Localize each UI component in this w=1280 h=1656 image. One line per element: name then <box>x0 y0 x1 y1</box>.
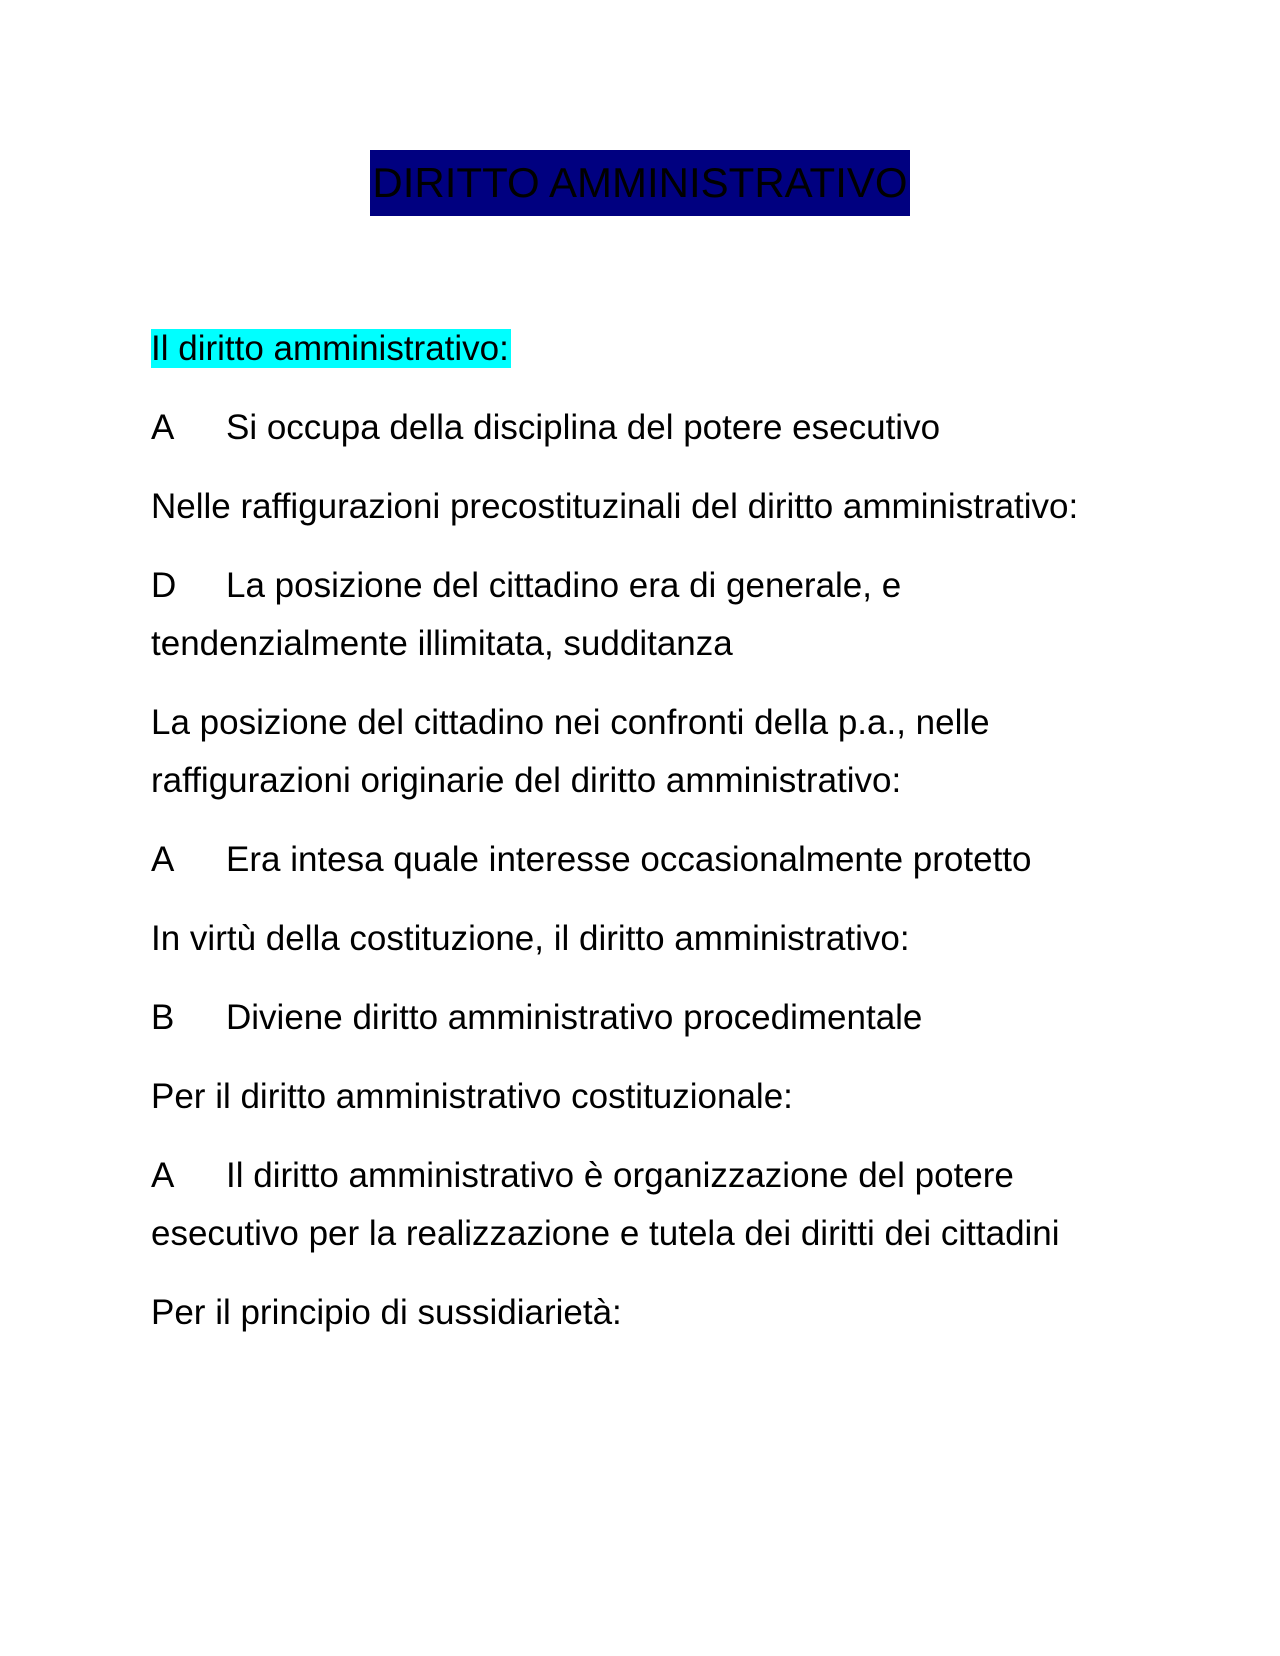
question-2 <box>151 478 1111 536</box>
answer-4-text: Diviene diritto amministrativo procedimentale <box>226 998 923 1037</box>
document-body <box>151 320 1111 1363</box>
answer-2 <box>151 557 1111 673</box>
answer-1 <box>151 399 1111 457</box>
document-title: DIRITTO AMMINISTRATIVO <box>370 150 909 216</box>
answer-5 <box>151 1147 1111 1263</box>
answer-3-text: Era intesa quale interesse occasionalmente protetto <box>226 840 1032 879</box>
answer-1-letter: A <box>151 408 175 447</box>
question-3 <box>151 694 1111 810</box>
title-container <box>0 150 1280 216</box>
question-5-text: Per il diritto amministrativo costituzionale: <box>151 1077 793 1116</box>
question-1 <box>151 320 1111 378</box>
answer-2-text: La posizione del cittadino era di generale, e tendenzialmente illimitata, sudditanza <box>151 566 902 663</box>
answer-5-text: Il diritto amministrativo è organizzazione del potere esecutivo per la realizzazione e tutela dei diritti dei cittadini <box>151 1156 1060 1253</box>
answer-3-letter: A <box>151 840 175 879</box>
question-5 <box>151 1068 1111 1126</box>
answer-3 <box>151 831 1111 889</box>
question-4-text: In virtù della costituzione, il diritto amministrativo: <box>151 919 910 958</box>
question-1-text: Il diritto amministrativo: <box>151 329 509 368</box>
answer-5-letter: A <box>151 1156 175 1195</box>
answer-4-letter: B <box>151 998 175 1037</box>
question-4 <box>151 910 1111 968</box>
question-6 <box>151 1284 1111 1342</box>
answer-1-text: Si occupa della disciplina del potere esecutivo <box>226 408 941 447</box>
question-3-text: La posizione del cittadino nei confronti della p.a., nelle raffigurazioni originarie del diritto amministrativo: <box>151 703 990 800</box>
question-2-text: Nelle raffigurazioni precostituzinali del diritto amministrativo: <box>151 487 1079 526</box>
answer-2-letter: D <box>151 566 177 605</box>
answer-4 <box>151 989 1111 1047</box>
question-6-text: Per il principio di sussidiarietà: <box>151 1293 622 1332</box>
